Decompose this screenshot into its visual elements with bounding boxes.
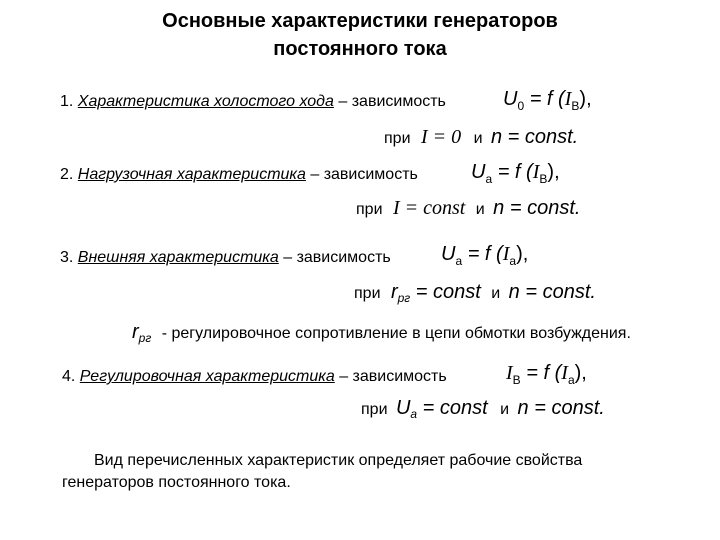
condition-2: при I = const и n = const. xyxy=(356,197,581,219)
item-number: 1. xyxy=(60,93,74,110)
formula-1: $U_0 = f$ $(I_В)$, xyxy=(503,88,592,113)
item-name: Характеристика холостого хода xyxy=(77,93,334,110)
dash: – xyxy=(310,166,320,183)
condition-4: при $U_а$ = const и n = const. xyxy=(361,397,605,422)
note-3: $r_{рг}$ - регулировочное сопротивление в цепи обмотки возбуждения. xyxy=(132,321,631,346)
title-line-2: постоянного тока xyxy=(273,38,447,60)
item-2 xyxy=(60,166,418,184)
condition-1: при I = 0 и n = const. xyxy=(384,126,579,148)
item-number: 2. xyxy=(60,166,74,183)
item-1 xyxy=(60,93,446,111)
conclusion-line-1: Вид перечисленных характеристик определяет рабочие свойства xyxy=(94,452,583,469)
condition-3: при $r_{рг}$ = const и n = const. xyxy=(354,281,596,306)
item-text: зависимость xyxy=(351,93,446,110)
conclusion-line-2: генераторов постоянного тока. xyxy=(62,474,291,491)
item-name: Нагрузочная характеристика xyxy=(77,166,306,183)
item-4 xyxy=(62,368,447,386)
title-line-1: Основные характеристики генераторов xyxy=(162,10,558,32)
item-name: Внешняя характеристика xyxy=(77,249,279,266)
dash: – xyxy=(339,368,349,385)
item-text: зависимость xyxy=(296,249,391,266)
item-3 xyxy=(60,249,391,267)
dash: – xyxy=(283,249,293,266)
item-text: зависимость xyxy=(352,368,447,385)
item-name: Регулировочная характеристика xyxy=(79,368,335,385)
formula-3: $U_а = f$ $(I_а)$, xyxy=(441,243,529,268)
formula-2: $U_а = f$ $(I_В)$, xyxy=(471,161,560,186)
dash: – xyxy=(338,93,348,110)
formula-4: $I_В = f$ $(I_а)$, xyxy=(506,362,587,387)
item-number: 4. xyxy=(62,368,76,385)
item-text: зависимость xyxy=(323,166,418,183)
item-number: 3. xyxy=(60,249,74,266)
